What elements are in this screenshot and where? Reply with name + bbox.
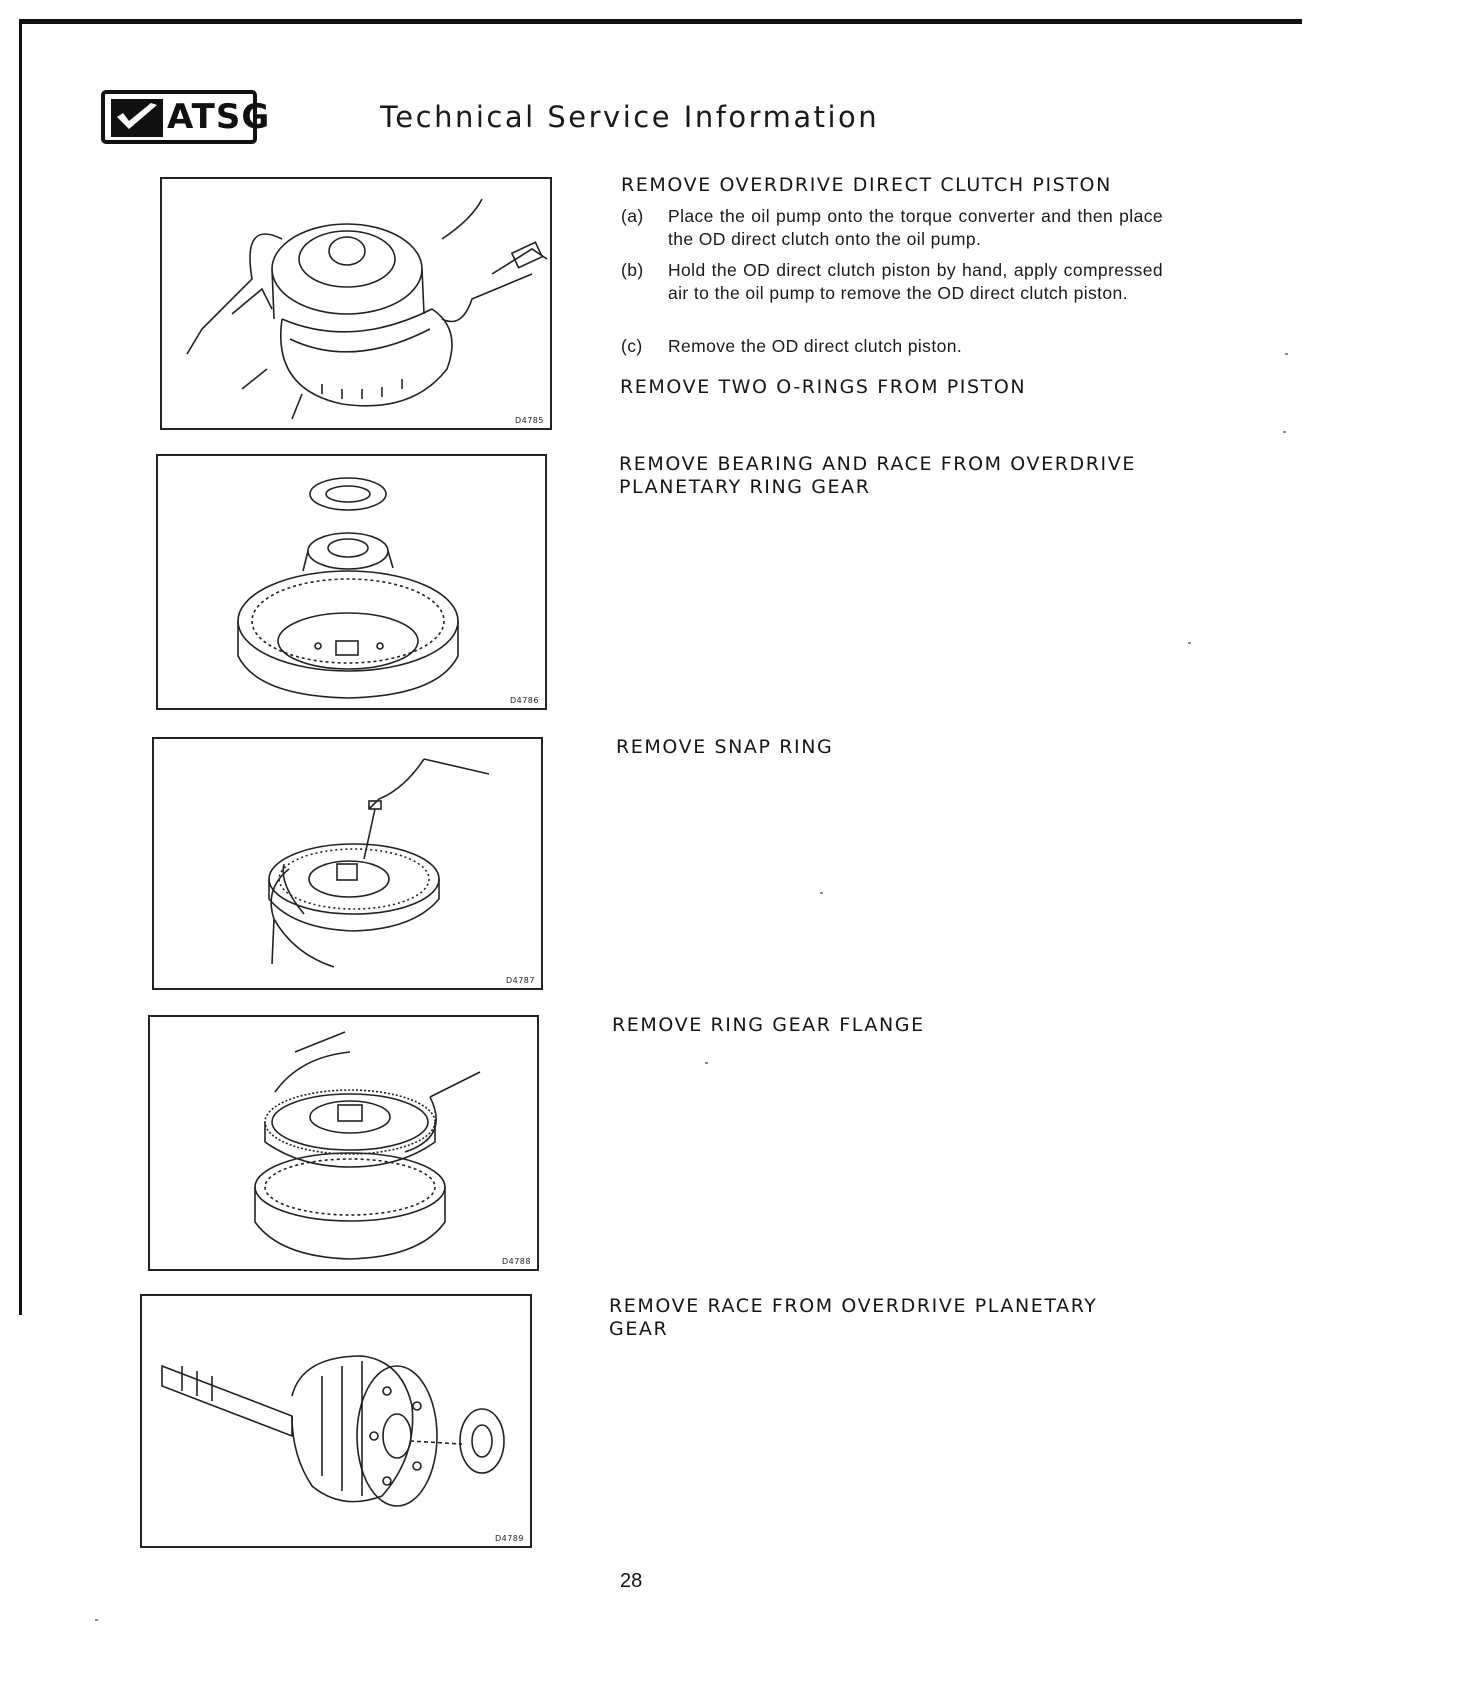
page-title: Technical Service Information — [380, 100, 880, 134]
checkmark-icon — [111, 99, 163, 137]
figure-code: D4785 — [514, 416, 544, 425]
left-border-rule — [19, 19, 22, 1315]
figure-code: D4788 — [501, 1257, 531, 1266]
figure-bearing-and-race — [156, 454, 547, 710]
figure-planetary-race — [140, 1294, 532, 1548]
step-item — [621, 205, 1166, 251]
scan-speck — [1283, 431, 1286, 433]
section-heading: REMOVE TWO O-RINGS FROM PISTON — [620, 376, 1027, 398]
figure-od-direct-clutch-piston — [160, 177, 552, 430]
section-heading: REMOVE RACE FROM OVERDRIVE PLANETARY GEAR — [609, 1295, 1098, 1340]
bearing-race-illustration — [158, 456, 545, 708]
section-heading: REMOVE RING GEAR FLANGE — [612, 1014, 925, 1036]
step-item — [621, 259, 1166, 328]
step-text: Remove the OD direct clutch piston. — [668, 336, 963, 356]
section-heading: REMOVE SNAP RING — [616, 736, 834, 758]
step-letter: (c) — [621, 336, 643, 356]
planetary-gear-illustration — [142, 1296, 530, 1546]
figure-ring-gear-flange — [148, 1015, 539, 1271]
page-number: 28 — [620, 1570, 643, 1592]
step-letter: (b) — [621, 260, 644, 280]
atsg-logo — [101, 90, 271, 144]
step-item — [621, 335, 1166, 358]
scan-speck — [705, 1062, 708, 1064]
snap-ring-illustration — [154, 739, 541, 988]
ring-gear-flange-illustration — [150, 1017, 537, 1269]
section-heading: REMOVE BEARING AND RACE FROM OVERDRIVE PLANETARY RING GEAR — [619, 453, 1136, 498]
section-heading: REMOVE OVERDRIVE DIRECT CLUTCH PISTON — [621, 174, 1112, 196]
step-letter: (a) — [621, 206, 644, 226]
scan-speck — [820, 892, 823, 894]
figure-code: D4786 — [509, 696, 539, 705]
logo-text: ATSG — [167, 97, 271, 137]
scan-speck — [1285, 353, 1288, 355]
clutch-piston-illustration — [162, 179, 550, 428]
scan-speck — [95, 1619, 98, 1621]
figure-code: D4787 — [505, 976, 535, 985]
figure-code: D4789 — [494, 1534, 524, 1543]
step-text: Place the oil pump onto the torque converter and then place the OD direct clutch onto the oil pump. — [668, 206, 1163, 249]
figure-snap-ring — [152, 737, 543, 990]
scan-speck — [1188, 642, 1191, 644]
top-border-rule — [20, 19, 1302, 24]
step-text: Hold the OD direct clutch piston by hand, apply compressed air to the oil pump to remove the OD direct clutch piston. — [668, 260, 1163, 303]
